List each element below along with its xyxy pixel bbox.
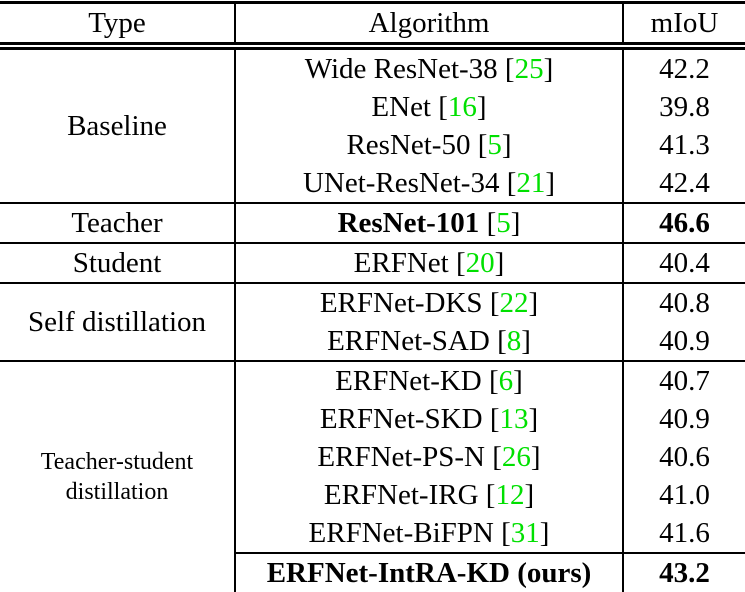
results-table (0, 1, 745, 592)
algorithm-cell: ERFNet-IRG [12] (235, 476, 623, 514)
algorithm-name: ERFNet (353, 246, 449, 279)
algorithm-cell: ERFNet-SKD [13] (235, 400, 623, 438)
miou-cell: 41.0 (659, 478, 710, 511)
citation-link[interactable]: 31 (510, 516, 540, 549)
algorithm-name: ResNet-50 (346, 128, 471, 161)
citation-link[interactable]: 13 (499, 402, 529, 435)
citation-link[interactable]: 12 (495, 478, 525, 511)
miou-cell: 40.4 (623, 243, 745, 283)
citation-link[interactable]: 6 (498, 364, 514, 397)
citation-link[interactable]: 5 (496, 206, 511, 239)
miou-cell: 40.7 (623, 361, 745, 400)
algorithm-cell: ResNet-50 [5] (235, 126, 623, 164)
miou-cell: 40.9 (659, 402, 710, 435)
citation-link[interactable]: 26 (501, 440, 531, 473)
algorithm-cell: ERFNet-KD [6] (235, 361, 623, 400)
miou-cell: 41.3 (659, 128, 710, 161)
miou-cell: 42.2 (659, 52, 710, 85)
miou-cell: 46.6 (623, 203, 745, 243)
algorithm-cell: ResNet-101 [5] (235, 203, 623, 243)
table-body (0, 46, 745, 592)
miou-cell: 40.9 (659, 324, 710, 357)
header-row (0, 3, 745, 47)
algorithm-cell: ERFNet-DKS [22] (235, 283, 623, 322)
algorithm-name: ERFNet-KD (335, 364, 482, 397)
algorithm-name: ERFNet-DKS (319, 286, 483, 319)
table-row (0, 203, 745, 243)
table-row (0, 243, 745, 283)
algorithm-name: ERFNet-SAD (327, 324, 490, 357)
citation-link[interactable]: 20 (465, 246, 495, 279)
algorithm-name: ERFNet-SKD (319, 402, 483, 435)
citation-link[interactable]: 25 (514, 52, 544, 85)
citation-link[interactable]: 8 (506, 324, 522, 357)
algorithm-cell: ERFNet-PS-N [26] (235, 438, 623, 476)
miou-cell: 40.8 (623, 283, 745, 322)
algorithm-cell (235, 553, 623, 592)
table-row (0, 361, 745, 400)
column-header-miou: mIoU (623, 3, 745, 47)
algorithm-name: ENet (371, 90, 431, 123)
miou-cell: 43.2 (623, 553, 745, 592)
algorithm-name: ERFNet-BiFPN (308, 516, 494, 549)
algorithm-name: ERFNet-IntRA-KD (ours) (266, 556, 592, 589)
algorithm-cell: ENet [16] (235, 88, 623, 126)
type-cell: Baseline (0, 46, 235, 203)
type-cell: Self distillation (0, 283, 235, 361)
citation-link[interactable]: 5 (487, 128, 502, 161)
algorithm-name: ERFNet-PS-N (317, 440, 485, 473)
column-header-type: Type (0, 3, 235, 47)
algorithm-cell: Wide ResNet-38 [25] (235, 46, 623, 88)
table-row (0, 46, 745, 88)
citation-link[interactable]: 22 (499, 286, 529, 319)
algorithm-cell: ERFNet-SAD [8] (235, 322, 623, 361)
type-cell: Teacher (0, 203, 235, 243)
citation-link[interactable]: 16 (447, 90, 477, 123)
column-header-algorithm: Algorithm (235, 3, 623, 47)
algorithm-name: ResNet-101 (337, 206, 480, 239)
miou-cell: 39.8 (659, 90, 710, 123)
miou-cell: 40.6 (659, 440, 710, 473)
citation-link[interactable]: 21 (516, 166, 546, 199)
algorithm-name: UNet-ResNet-34 (302, 166, 500, 199)
table-row (0, 283, 745, 322)
type-cell: Student (0, 243, 235, 283)
miou-cell: 42.4 (659, 166, 710, 199)
algorithm-cell: ERFNet [20] (235, 243, 623, 283)
table-header (0, 3, 745, 47)
algorithm-cell: ERFNet-BiFPN [31] (235, 514, 623, 553)
algorithm-name: ERFNet-IRG (323, 478, 479, 511)
miou-cell: 41.6 (659, 516, 710, 549)
type-cell: Teacher-student distillation (0, 361, 235, 592)
algorithm-name: Wide ResNet-38 (304, 52, 498, 85)
algorithm-cell: UNet-ResNet-34 [21] (235, 164, 623, 203)
